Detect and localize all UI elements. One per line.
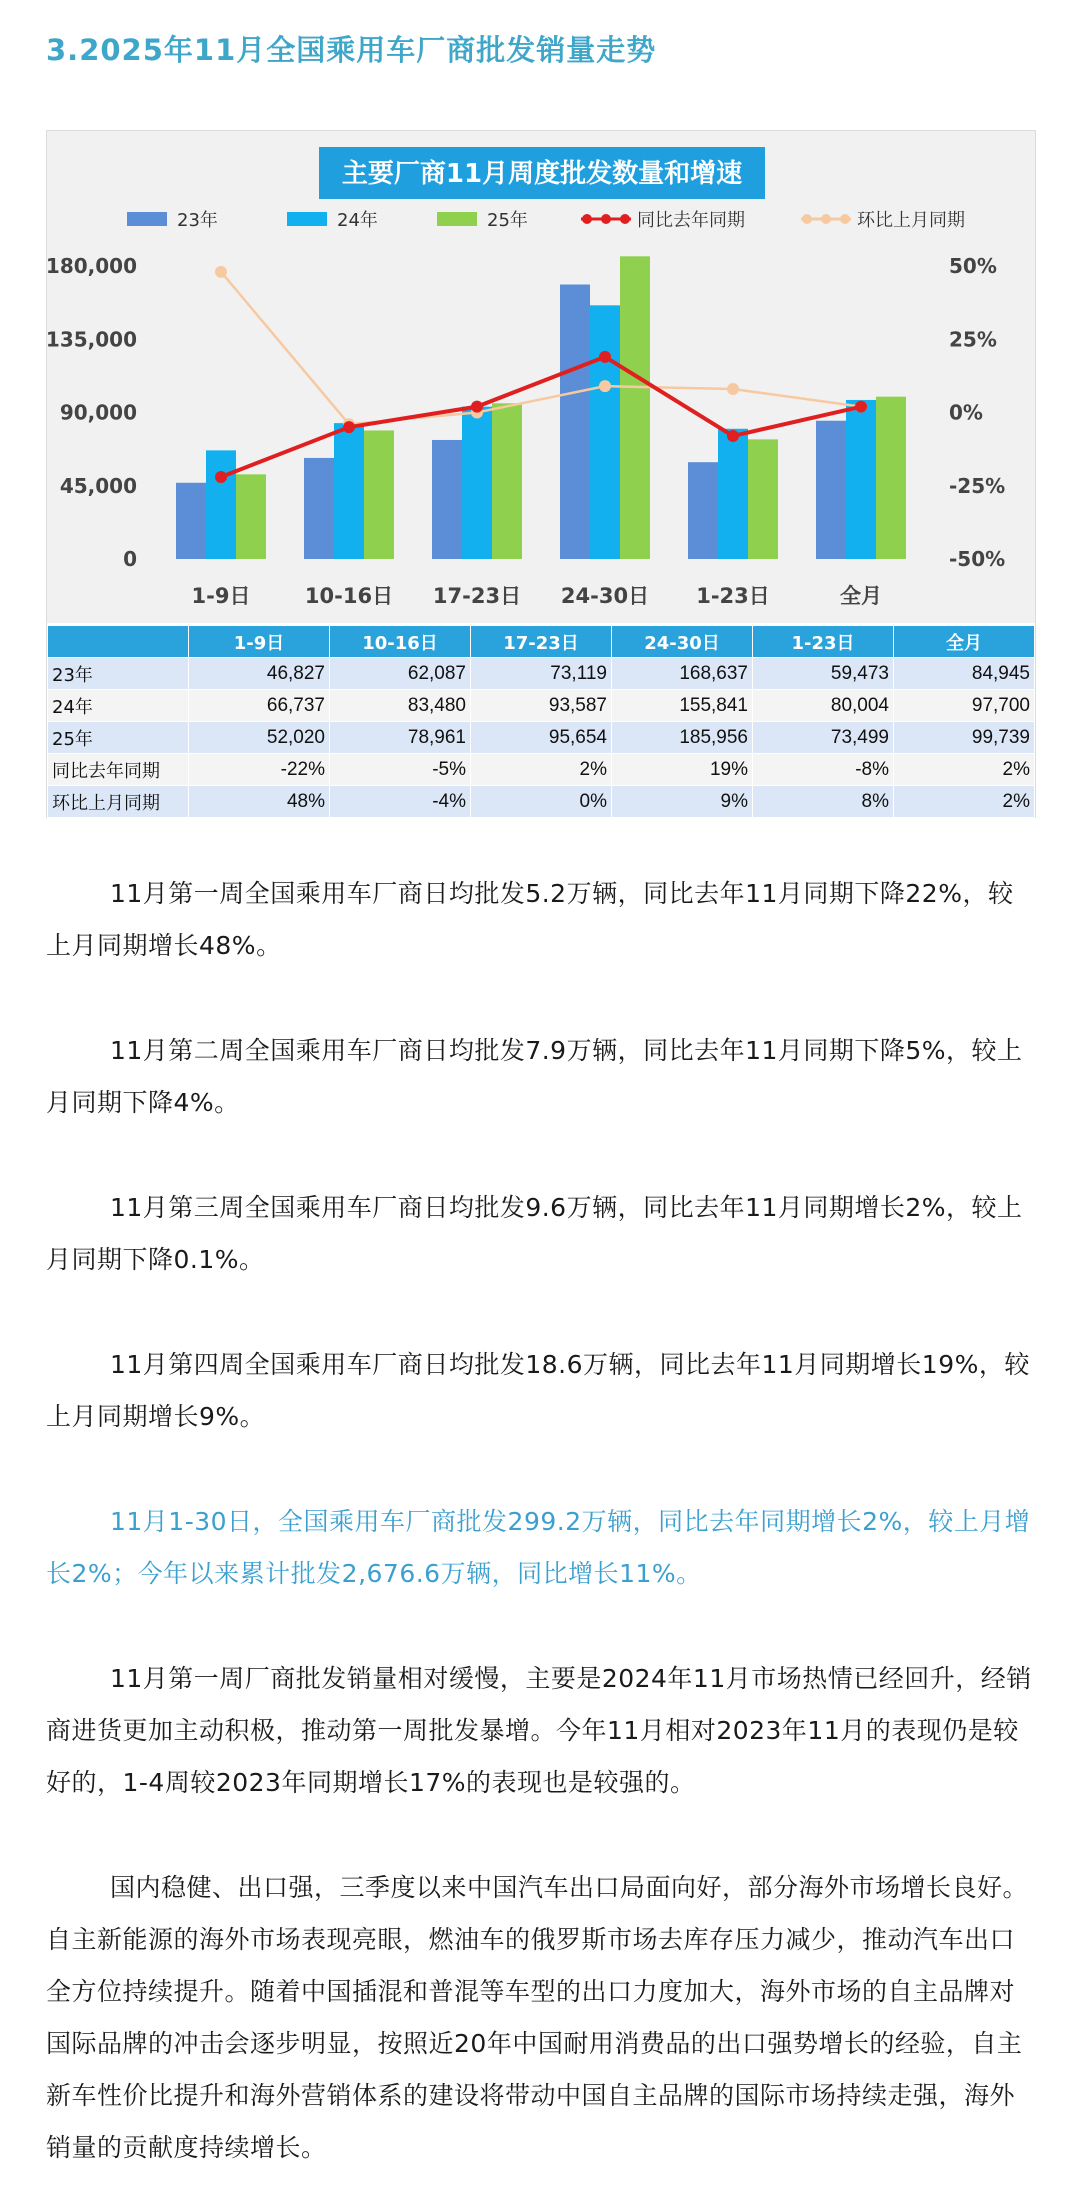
table-cell: 2% [894, 786, 1035, 818]
table-cell: 19% [612, 754, 753, 786]
legend-marker [620, 214, 630, 224]
paragraph-export: 国内稳健、出口强，三季度以来中国汽车出口局面向好，部分海外市场增长良好。自主新能源的海外市场表现亮眼，燃油车的俄罗斯市场去库存压力减少，推动汽车出口全方位持续提升。随着中国插混和普混等车型的出口力度加大，海外市场的自主品牌对国际品牌的冲击会逐步明显，按照近20年中国耐用消费品的出口强势增长的经验，自主新车性价比提升和海外营销体系的建设将带动中国自主品牌的国际市场持续走强，海外销量的贡献度持续增长。 [46, 1873, 1029, 2162]
table-cell: 168,637 [612, 658, 753, 690]
table-row [48, 690, 1035, 722]
legend-label: 23年 [177, 210, 218, 231]
paragraph-week1: 11月第一周全国乘用车厂商日均批发5.2万辆，同比去年11月同期下降22%，较上月同期增长48%。 [46, 879, 1014, 960]
legend-marker [840, 214, 850, 224]
legend-label: 24年 [337, 210, 378, 231]
y-left-tick-label: 135,000 [47, 327, 137, 352]
bar [176, 483, 206, 559]
table-cell: 83,480 [330, 690, 471, 722]
table-row-label: 25年 [48, 722, 189, 754]
table-header-cell: 24-30日 [612, 626, 753, 658]
series-marker [855, 401, 867, 413]
y-right-tick-label: 50% [949, 254, 997, 278]
bar [236, 474, 266, 559]
bar [304, 458, 334, 559]
table-cell: 62,087 [330, 658, 471, 690]
x-tick-label: 10-16日 [304, 584, 394, 608]
legend-label: 25年 [487, 210, 528, 231]
bar [590, 305, 620, 559]
table-cell: 73,119 [471, 658, 612, 690]
table-header-cell: 全月 [894, 626, 1035, 658]
paragraph-month-summary: 11月1-30日，全国乘用车厂商批发299.2万辆，同比去年同期增长2%，较上月增长2%；今年以来累计批发2,676.6万辆，同比增长11%。 [46, 1507, 1031, 1588]
y-right-tick-label: -25% [949, 473, 1006, 498]
table-cell: 73,499 [753, 722, 894, 754]
table-cell: 46,827 [189, 658, 330, 690]
series-marker [343, 421, 355, 433]
table-row [48, 722, 1035, 754]
paragraph-week4: 11月第四周全国乘用车厂商日均批发18.6万辆，同比去年11月同期增长19%，较上月同期增长9%。 [46, 1350, 1030, 1431]
legend-label: 同比去年同期 [637, 210, 745, 231]
table-row-label: 同比去年同期 [48, 754, 189, 786]
table-cell: -8% [753, 754, 894, 786]
table-row [48, 786, 1035, 818]
table-row-label: 24年 [48, 690, 189, 722]
x-tick-label: 1-23日 [696, 584, 770, 608]
chart-title: 主要厂商11月周度批发数量和增速 [341, 159, 743, 189]
table-header-cell: 17-23日 [471, 626, 612, 658]
bar [492, 403, 522, 559]
table-cell: -5% [330, 754, 471, 786]
x-tick-label: 1-9日 [191, 584, 251, 608]
table-cell: 52,020 [189, 722, 330, 754]
table-cell: 66,737 [189, 690, 330, 722]
table-header-cell: 10-16日 [330, 626, 471, 658]
legend-marker [802, 214, 812, 224]
bar [876, 397, 906, 559]
legend-marker [582, 214, 592, 224]
x-tick-label: 17-23日 [432, 584, 522, 608]
table-row [48, 658, 1035, 690]
table-row-label: 23年 [48, 658, 189, 690]
legend-swatch [287, 212, 327, 226]
table-row [48, 754, 1035, 786]
x-tick-label: 全月 [840, 584, 882, 608]
table-cell: 95,654 [471, 722, 612, 754]
chart-panel [47, 131, 1035, 623]
bar [748, 439, 778, 559]
table-cell: 48% [189, 786, 330, 818]
series-marker [599, 351, 611, 363]
table-cell: 2% [894, 754, 1035, 786]
table-cell: 84,945 [894, 658, 1035, 690]
legend-marker [601, 214, 611, 224]
table-cell: 2% [471, 754, 612, 786]
y-left-tick-label: 90,000 [59, 400, 137, 425]
series-marker [215, 266, 227, 278]
section-title: 3.2025年11月全国乘用车厂商批发销量走势 [46, 33, 657, 67]
bar [206, 450, 236, 559]
table-cell: 97,700 [894, 690, 1035, 722]
table-cell: 80,004 [753, 690, 894, 722]
series-marker [727, 383, 739, 395]
legend-swatch [127, 212, 167, 226]
paragraph-week3: 11月第三周全国乘用车厂商日均批发9.6万辆，同比去年11月同期增长2%，较上月同期下降0.1%。 [46, 1193, 1023, 1274]
table-cell: -22% [189, 754, 330, 786]
legend-swatch [437, 212, 477, 226]
y-left-tick-label: 45,000 [59, 473, 137, 498]
bar [364, 430, 394, 559]
table-header-cell: 1-23日 [753, 626, 894, 658]
bar [816, 421, 846, 559]
chart-figure [46, 130, 1036, 818]
series-marker [727, 430, 739, 442]
series-line [221, 272, 861, 424]
y-left-tick-label: 0 [123, 547, 137, 571]
x-tick-label: 24-30日 [560, 584, 650, 608]
bar [432, 440, 462, 559]
table-header-cell: 1-9日 [189, 626, 330, 658]
bar [334, 423, 364, 559]
legend-label: 环比上月同期 [857, 210, 965, 231]
table-cell: 59,473 [753, 658, 894, 690]
chart-svg [47, 131, 1035, 623]
table-cell: 78,961 [330, 722, 471, 754]
series-marker [471, 401, 483, 413]
table-header-row [48, 626, 1035, 658]
table-cell: 99,739 [894, 722, 1035, 754]
series-marker [215, 471, 227, 483]
series-marker [599, 380, 611, 392]
bar [718, 429, 748, 559]
y-right-tick-label: 25% [949, 327, 997, 352]
table-cell: -4% [330, 786, 471, 818]
bar [846, 400, 876, 559]
table-header-cell [48, 626, 189, 658]
bar [688, 462, 718, 559]
paragraph-analysis: 11月第一周厂商批发销量相对缓慢，主要是2024年11月市场热情已经回升，经销商进货更加主动积极，推动第一周批发暴增。今年11月相对2023年11月的表现仍是较好的，1-4周较2023年同期增长17%的表现也是较强的。 [46, 1664, 1032, 1797]
table-cell: 93,587 [471, 690, 612, 722]
data-table [47, 625, 1035, 818]
paragraph-week2: 11月第二周全国乘用车厂商日均批发7.9万辆，同比去年11月同期下降5%，较上月同期下降4%。 [46, 1036, 1023, 1117]
table-cell: 8% [753, 786, 894, 818]
table-row-label: 环比上月同期 [48, 786, 189, 818]
bar [560, 284, 590, 559]
y-right-tick-label: 0% [949, 400, 983, 425]
y-left-tick-label: 180,000 [47, 254, 137, 278]
y-right-tick-label: -50% [949, 547, 1006, 571]
table-cell: 0% [471, 786, 612, 818]
bar [462, 407, 492, 559]
bar [620, 256, 650, 559]
legend-marker [821, 214, 831, 224]
table-cell: 9% [612, 786, 753, 818]
table-cell: 155,841 [612, 690, 753, 722]
table-cell: 185,956 [612, 722, 753, 754]
